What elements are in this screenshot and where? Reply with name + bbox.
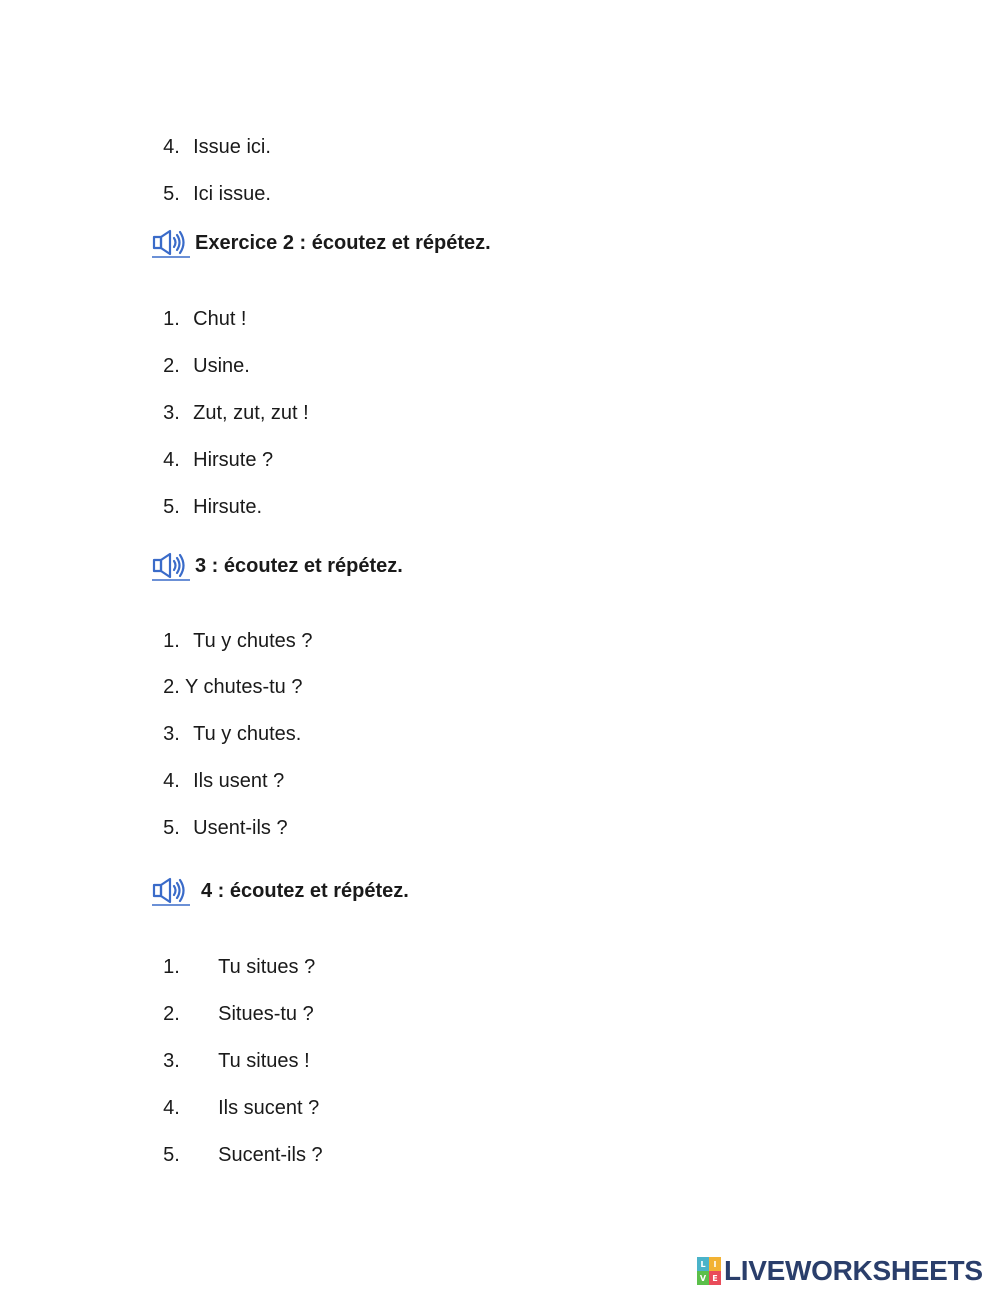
exercise-2-heading (152, 228, 491, 258)
item-number: 4. (163, 1097, 180, 1119)
logo-text: LIVEWORKSHEETS (724, 1255, 983, 1286)
item-number: 3. (163, 402, 180, 424)
item-text: Zut, zut, zut ! (193, 402, 309, 424)
list-item (152, 283, 246, 331)
list-item (152, 111, 271, 159)
item-number: 3. (163, 1050, 180, 1072)
list-item (152, 605, 312, 653)
logo-letter: E (709, 1271, 721, 1285)
exercise-title: 3 : écoutez et répétez. (195, 554, 403, 577)
item-number: 5. (163, 183, 180, 205)
item-number: 4. (163, 136, 180, 158)
logo-letter: V (697, 1271, 709, 1285)
list-item (152, 1119, 323, 1167)
item-text: Tu y chutes ? (193, 630, 313, 652)
exercise-title: 4 : écoutez et répétez. (201, 879, 409, 902)
logo-letter: L (697, 1257, 709, 1271)
list-item (152, 1025, 310, 1073)
speaker-icon[interactable] (152, 228, 190, 258)
item-number: 2. (163, 355, 180, 377)
item-text: Hirsute ? (193, 449, 274, 471)
item-number: 3. (163, 723, 180, 745)
item-number: 4. (163, 449, 180, 471)
item-text: Sucent-ils ? (218, 1144, 323, 1166)
list-item (152, 471, 262, 519)
item-text: Hirsute. (193, 496, 263, 518)
item-number: 5. (163, 1144, 180, 1166)
item-number: 1. (163, 308, 180, 330)
item-number: 5. (163, 496, 180, 518)
item-text: 2. Y chutes-tu ? (163, 676, 303, 698)
item-text: Ici issue. (193, 183, 271, 205)
list-item (152, 792, 288, 840)
list-item (152, 745, 284, 793)
item-number: 2. (163, 1003, 180, 1025)
item-text: Situes-tu ? (218, 1003, 314, 1025)
item-text: Usine. (193, 355, 250, 377)
exercise-4-heading (152, 876, 409, 906)
speaker-icon[interactable] (152, 876, 190, 906)
item-number: 1. (163, 630, 180, 652)
list-item (152, 424, 273, 472)
list-item (152, 651, 302, 699)
list-item (152, 330, 250, 378)
list-item (152, 158, 271, 206)
list-item (152, 931, 315, 979)
item-text: Ils usent ? (193, 770, 285, 792)
item-text: Issue ici. (193, 136, 271, 158)
item-number: 5. (163, 817, 180, 839)
item-text: Tu situes ! (218, 1050, 310, 1072)
item-text: Chut ! (193, 308, 247, 330)
speaker-icon[interactable] (152, 551, 190, 581)
list-item (152, 1072, 319, 1120)
list-item (152, 698, 301, 746)
item-text: Tu y chutes. (193, 723, 302, 745)
item-text: Tu situes ? (218, 956, 316, 978)
item-text: Usent-ils ? (193, 817, 288, 839)
logo-letter: I (709, 1257, 721, 1271)
logo-squares (697, 1257, 721, 1285)
liveworksheets-logo (697, 1255, 983, 1287)
item-text: Ils sucent ? (218, 1097, 320, 1119)
item-number: 1. (163, 956, 180, 978)
item-number: 4. (163, 770, 180, 792)
list-item (152, 978, 314, 1026)
list-item (152, 377, 309, 425)
exercise-3-heading (152, 551, 403, 581)
exercise-title: Exercice 2 : écoutez et répétez. (195, 231, 491, 254)
